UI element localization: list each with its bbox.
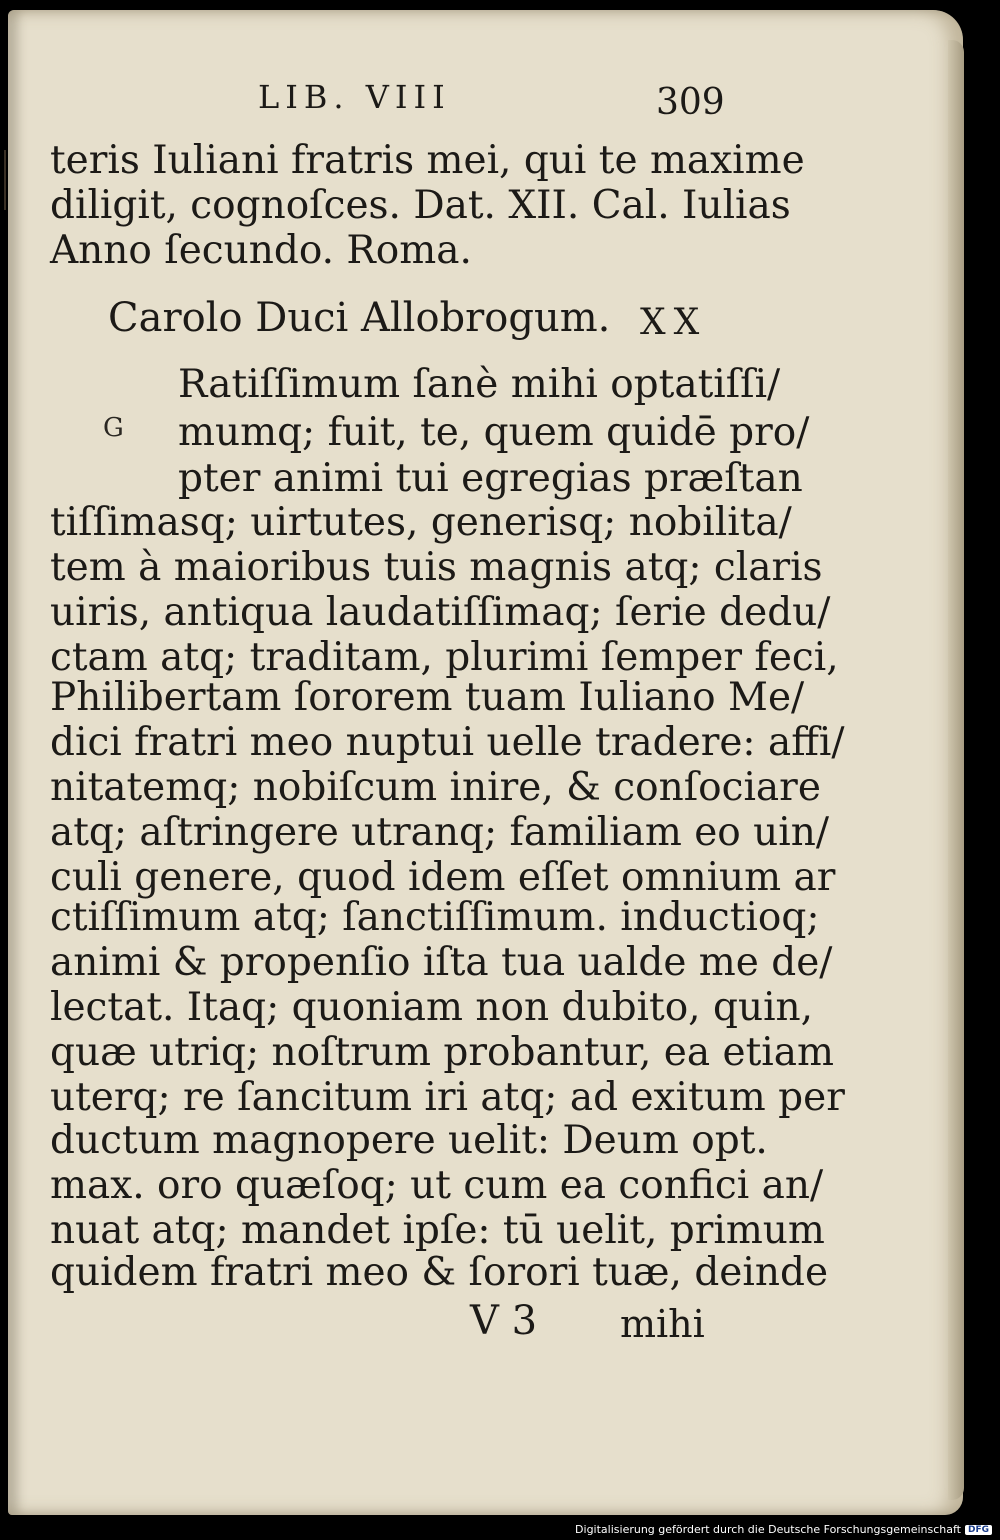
- text-line: teris Iuliani fratris mei, qui te maxime: [50, 138, 805, 183]
- text-line: atq; aſtringere utranq; familiam eo uin/: [50, 810, 830, 855]
- text-line: diligit, cognoſces. Dat. XII. Cal. Iulias: [50, 183, 791, 228]
- footer-text: Digitalisierung gefördert durch die Deutsche Forschungsgemeinschaft: [575, 1523, 961, 1536]
- text-line: uiris, antiqua laudatiſſimaq; ſerie dedu/: [50, 590, 831, 635]
- dfg-logo: DFG: [965, 1525, 992, 1535]
- text-line: culi genere, quod idem eſſet omnium ar: [50, 855, 836, 900]
- catchword: mihi: [620, 1302, 705, 1346]
- text-line: Anno ſecundo. Roma.: [50, 228, 472, 273]
- text-line: Ratiſſimum ſanè mihi optatiſſi/: [178, 362, 781, 407]
- text-line: tiſſimasq; uirtutes, generisq; nobilita/: [50, 500, 792, 545]
- text-line: uterq; re ſancitum iri atq; ad exitum per: [50, 1075, 845, 1120]
- text-line: animi & propenſio iſta tua ualde me de/: [50, 940, 833, 985]
- text-line: ductum magnopere uelit: Deum opt.: [50, 1118, 768, 1163]
- text-line: dici fratri meo nuptui uelle tradere: affi/: [50, 720, 845, 765]
- letter-heading: Carolo Duci Allobrogum.: [108, 295, 611, 341]
- text-line: pter animi tui egregias præſtan: [178, 456, 803, 501]
- letter-number: XX: [640, 302, 708, 343]
- text-line: Philibertam ſororem tuam Iuliano Me/: [50, 675, 805, 720]
- text-line: quidem fratri meo & ſorori tuæ, deinde: [50, 1250, 829, 1295]
- signature-mark: V 3: [470, 1298, 538, 1344]
- folio-number: 309: [656, 82, 725, 123]
- text-line: nuat atq; mandet ipſe: tū uelit, primum: [50, 1208, 825, 1253]
- text-line: max. oro quæſoq; ut cum ea confici an/: [50, 1163, 824, 1208]
- text-line: nitatemq; nobiſcum inire, & conſociare: [50, 765, 821, 810]
- binding-mark: [4, 150, 6, 210]
- text-line: tem à maioribus tuis magnis atq; claris: [50, 545, 823, 590]
- guide-initial: G: [103, 413, 124, 443]
- text-line: quæ utriq; noſtrum probantur, ea etiam: [50, 1030, 834, 1075]
- running-head: LIB. VIII: [258, 78, 451, 116]
- text-line: ctiſſimum atq; ſanctiſſimum. inductioq;: [50, 895, 820, 940]
- text-line: ctam atq; traditam, plurimi ſemper feci,: [50, 635, 839, 680]
- text-line: mumq; fuit, te, quem quidē pro/: [178, 410, 810, 455]
- page-edge: [948, 40, 964, 1500]
- text-line: lectat. Itaq; quoniam non dubito, quin,: [50, 985, 814, 1030]
- digitization-footer: [575, 1523, 992, 1536]
